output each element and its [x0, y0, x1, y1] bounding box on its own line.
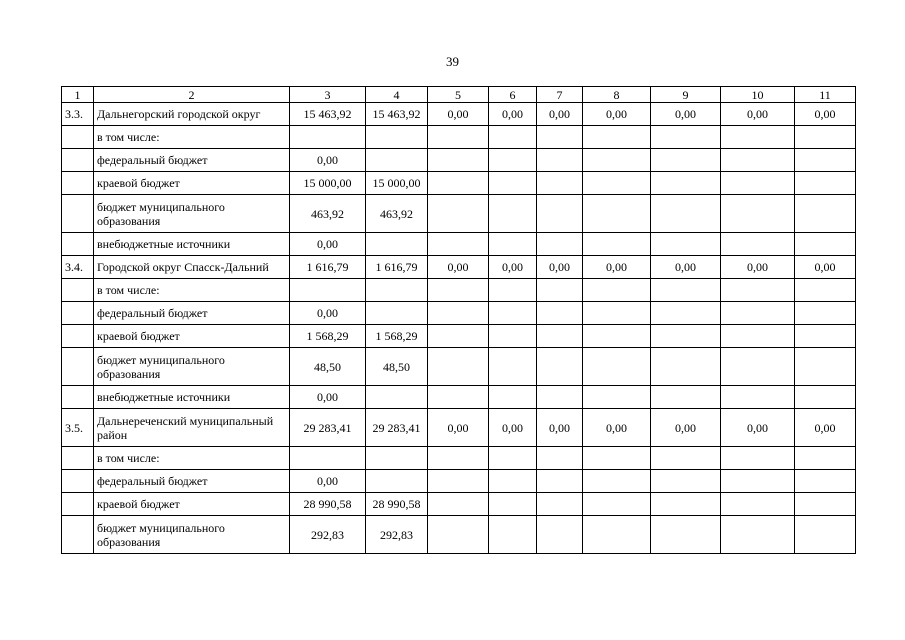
value-cell: [721, 325, 795, 348]
value-cell: [795, 493, 856, 516]
value-cell: [795, 172, 856, 195]
value-cell: [721, 493, 795, 516]
value-cell: [651, 447, 721, 470]
value-cell: [651, 302, 721, 325]
value-cell: [366, 447, 428, 470]
value-cell: [489, 325, 537, 348]
value-cell: 0,00: [583, 103, 651, 126]
value-cell: 0,00: [583, 256, 651, 279]
value-cell: [651, 195, 721, 233]
row-index-cell: [62, 172, 94, 195]
value-cell: 463,92: [290, 195, 366, 233]
value-cell: [651, 325, 721, 348]
column-number: 7: [537, 87, 583, 103]
value-cell: [651, 149, 721, 172]
value-cell: [428, 233, 489, 256]
value-cell: [489, 447, 537, 470]
row-name-cell: Дальнегорский городской округ: [94, 103, 290, 126]
value-cell: [537, 386, 583, 409]
value-cell: [489, 302, 537, 325]
column-number: 5: [428, 87, 489, 103]
value-cell: [537, 195, 583, 233]
value-cell: [795, 470, 856, 493]
value-cell: [583, 149, 651, 172]
value-cell: 0,00: [290, 233, 366, 256]
table-row: [62, 256, 856, 279]
value-cell: [489, 126, 537, 149]
table-row: [62, 325, 856, 348]
value-cell: 0,00: [537, 103, 583, 126]
table-row: [62, 279, 856, 302]
value-cell: [651, 470, 721, 493]
value-cell: [537, 325, 583, 348]
value-cell: [583, 386, 651, 409]
value-cell: [366, 233, 428, 256]
table-row: [62, 302, 856, 325]
value-cell: [583, 348, 651, 386]
value-cell: [290, 126, 366, 149]
row-index-cell: [62, 149, 94, 172]
row-name-cell: Городской округ Спасск-Дальний: [94, 256, 290, 279]
value-cell: [721, 302, 795, 325]
row-name-cell: в том числе:: [94, 126, 290, 149]
value-cell: [651, 493, 721, 516]
table-row: [62, 126, 856, 149]
value-cell: [428, 126, 489, 149]
page-number: 39: [446, 54, 459, 69]
row-index-cell: [62, 279, 94, 302]
value-cell: [428, 325, 489, 348]
row-name-cell: в том числе:: [94, 447, 290, 470]
value-cell: [583, 172, 651, 195]
value-cell: [721, 195, 795, 233]
value-cell: [795, 325, 856, 348]
row-index-cell: [62, 325, 94, 348]
value-cell: [795, 447, 856, 470]
value-cell: [489, 233, 537, 256]
table-row: [62, 516, 856, 554]
row-index-cell: [62, 348, 94, 386]
row-name-cell: бюджет муниципального образования: [94, 348, 290, 386]
value-cell: 48,50: [290, 348, 366, 386]
value-cell: [366, 470, 428, 493]
value-cell: [651, 172, 721, 195]
value-cell: [583, 279, 651, 302]
value-cell: [489, 348, 537, 386]
column-number: 3: [290, 87, 366, 103]
value-cell: 0,00: [795, 256, 856, 279]
value-cell: [366, 126, 428, 149]
value-cell: 48,50: [366, 348, 428, 386]
table-row: [62, 386, 856, 409]
row-index-cell: [62, 386, 94, 409]
value-cell: [795, 386, 856, 409]
value-cell: [721, 149, 795, 172]
value-cell: [489, 516, 537, 554]
value-cell: 0,00: [290, 302, 366, 325]
value-cell: 0,00: [290, 386, 366, 409]
row-name-cell: краевой бюджет: [94, 325, 290, 348]
value-cell: [795, 149, 856, 172]
row-index-cell: [62, 302, 94, 325]
value-cell: [366, 279, 428, 302]
value-cell: 0,00: [489, 103, 537, 126]
table-row: [62, 172, 856, 195]
value-cell: [795, 233, 856, 256]
value-cell: [795, 126, 856, 149]
column-number: 10: [721, 87, 795, 103]
value-cell: [537, 149, 583, 172]
row-name-cell: краевой бюджет: [94, 493, 290, 516]
value-cell: 0,00: [537, 409, 583, 447]
row-index-cell: [62, 493, 94, 516]
value-cell: [651, 386, 721, 409]
value-cell: 15 000,00: [366, 172, 428, 195]
value-cell: [537, 516, 583, 554]
value-cell: 0,00: [428, 409, 489, 447]
row-name-cell: федеральный бюджет: [94, 149, 290, 172]
value-cell: 0,00: [428, 103, 489, 126]
value-cell: [651, 279, 721, 302]
table-row: [62, 233, 856, 256]
value-cell: 292,83: [366, 516, 428, 554]
value-cell: [489, 195, 537, 233]
column-number: 9: [651, 87, 721, 103]
value-cell: [583, 470, 651, 493]
value-cell: 1 568,29: [366, 325, 428, 348]
row-index-cell: [62, 447, 94, 470]
value-cell: 1 616,79: [366, 256, 428, 279]
table-body: [62, 87, 856, 554]
value-cell: [583, 233, 651, 256]
value-cell: [366, 386, 428, 409]
row-index-cell: [62, 195, 94, 233]
value-cell: [583, 126, 651, 149]
value-cell: 15 000,00: [290, 172, 366, 195]
value-cell: [366, 149, 428, 172]
value-cell: [428, 149, 489, 172]
value-cell: [721, 172, 795, 195]
value-cell: [651, 233, 721, 256]
value-cell: [428, 516, 489, 554]
value-cell: [428, 447, 489, 470]
value-cell: 0,00: [290, 149, 366, 172]
row-name-cell: внебюджетные источники: [94, 233, 290, 256]
value-cell: [489, 470, 537, 493]
value-cell: [428, 172, 489, 195]
value-cell: 0,00: [489, 256, 537, 279]
value-cell: [795, 195, 856, 233]
value-cell: 0,00: [795, 409, 856, 447]
value-cell: [489, 493, 537, 516]
value-cell: [489, 172, 537, 195]
value-cell: 0,00: [651, 409, 721, 447]
row-index-cell: 3.3.: [62, 103, 94, 126]
value-cell: [290, 447, 366, 470]
value-cell: [721, 233, 795, 256]
value-cell: [537, 493, 583, 516]
row-name-cell: бюджет муниципального образования: [94, 195, 290, 233]
value-cell: [489, 386, 537, 409]
value-cell: [721, 470, 795, 493]
value-cell: 0,00: [290, 470, 366, 493]
value-cell: [651, 126, 721, 149]
value-cell: [537, 279, 583, 302]
value-cell: 0,00: [721, 256, 795, 279]
value-cell: [721, 386, 795, 409]
row-index-cell: [62, 516, 94, 554]
value-cell: 0,00: [583, 409, 651, 447]
row-index-cell: [62, 126, 94, 149]
value-cell: 28 990,58: [366, 493, 428, 516]
value-cell: [583, 195, 651, 233]
value-cell: 0,00: [795, 103, 856, 126]
value-cell: [795, 348, 856, 386]
value-cell: 15 463,92: [290, 103, 366, 126]
value-cell: [583, 302, 651, 325]
table-row: [62, 470, 856, 493]
table-row: [62, 149, 856, 172]
value-cell: 29 283,41: [366, 409, 428, 447]
value-cell: [795, 302, 856, 325]
row-index-cell: [62, 470, 94, 493]
budget-table: [61, 86, 856, 554]
value-cell: [583, 493, 651, 516]
column-number: 2: [94, 87, 290, 103]
column-number: 11: [795, 87, 856, 103]
table-row: [62, 348, 856, 386]
value-cell: [428, 470, 489, 493]
row-name-cell: федеральный бюджет: [94, 470, 290, 493]
value-cell: 0,00: [651, 256, 721, 279]
value-cell: 0,00: [489, 409, 537, 447]
value-cell: 0,00: [537, 256, 583, 279]
row-index-cell: [62, 233, 94, 256]
row-name-cell: бюджет муниципального образования: [94, 516, 290, 554]
value-cell: [428, 493, 489, 516]
value-cell: [428, 195, 489, 233]
value-cell: [537, 348, 583, 386]
value-cell: [795, 516, 856, 554]
value-cell: [795, 279, 856, 302]
value-cell: [428, 348, 489, 386]
table-row: [62, 447, 856, 470]
value-cell: 0,00: [721, 103, 795, 126]
row-index-cell: 3.4.: [62, 256, 94, 279]
row-index-cell: 3.5.: [62, 409, 94, 447]
column-number: 8: [583, 87, 651, 103]
value-cell: 28 990,58: [290, 493, 366, 516]
value-cell: [428, 302, 489, 325]
column-number: 6: [489, 87, 537, 103]
value-cell: 29 283,41: [290, 409, 366, 447]
value-cell: 292,83: [290, 516, 366, 554]
value-cell: [428, 279, 489, 302]
row-name-cell: федеральный бюджет: [94, 302, 290, 325]
value-cell: [428, 386, 489, 409]
value-cell: [583, 516, 651, 554]
value-cell: [721, 126, 795, 149]
value-cell: [537, 233, 583, 256]
value-cell: [290, 279, 366, 302]
value-cell: 1 568,29: [290, 325, 366, 348]
column-number: 1: [62, 87, 94, 103]
value-cell: [583, 447, 651, 470]
value-cell: [537, 302, 583, 325]
row-name-cell: в том числе:: [94, 279, 290, 302]
value-cell: [583, 325, 651, 348]
value-cell: [651, 516, 721, 554]
value-cell: [537, 126, 583, 149]
value-cell: [489, 279, 537, 302]
column-number: 4: [366, 87, 428, 103]
value-cell: 0,00: [651, 103, 721, 126]
value-cell: [537, 172, 583, 195]
table-row: [62, 409, 856, 447]
table-row: [62, 195, 856, 233]
row-name-cell: краевой бюджет: [94, 172, 290, 195]
table-row: [62, 493, 856, 516]
value-cell: [537, 470, 583, 493]
value-cell: [721, 516, 795, 554]
row-name-cell: Дальнереченский муниципальный район: [94, 409, 290, 447]
value-cell: 15 463,92: [366, 103, 428, 126]
value-cell: [721, 447, 795, 470]
value-cell: [366, 302, 428, 325]
row-name-cell: внебюджетные источники: [94, 386, 290, 409]
value-cell: [721, 279, 795, 302]
value-cell: 1 616,79: [290, 256, 366, 279]
value-cell: [537, 447, 583, 470]
value-cell: [721, 348, 795, 386]
value-cell: 0,00: [428, 256, 489, 279]
value-cell: 0,00: [721, 409, 795, 447]
header-row: [62, 87, 856, 103]
table-row: [62, 103, 856, 126]
value-cell: [489, 149, 537, 172]
value-cell: 463,92: [366, 195, 428, 233]
value-cell: [651, 348, 721, 386]
